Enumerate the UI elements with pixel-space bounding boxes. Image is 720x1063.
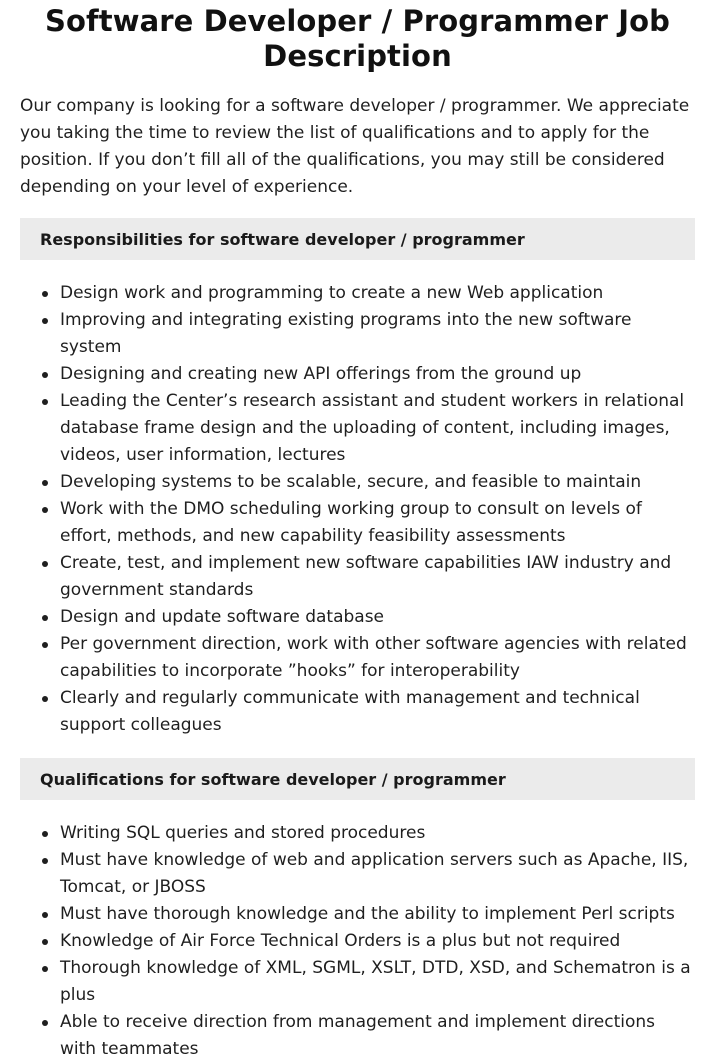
list-item-text: Work with the DMO scheduling working group to consult on levels of effort, methods, and new capability feasibility assessments [60, 499, 642, 546]
list-item [20, 496, 695, 550]
list-item-text: Must have thorough knowledge and the ability to implement Perl scripts [60, 904, 675, 924]
bullet-icon [42, 480, 48, 486]
list-item [20, 1009, 695, 1063]
list-item [20, 388, 695, 469]
list-item [20, 469, 695, 496]
list-item [20, 307, 695, 361]
list-item-text: Designing and creating new API offerings from the ground up [60, 364, 582, 384]
list-item-text: Developing systems to be scalable, secure, and feasible to maintain [60, 472, 642, 492]
bullet-icon [42, 831, 48, 837]
list-item-text: Clearly and regularly communicate with management and technical support colleagues [60, 688, 640, 735]
qualifications-heading: Qualifications for software developer / programmer [40, 769, 506, 789]
qualifications-section-header [20, 758, 695, 800]
list-item [20, 685, 695, 739]
list-item-text: Writing SQL queries and stored procedures [60, 823, 426, 843]
list-item [20, 604, 695, 631]
list-item [20, 901, 695, 928]
list-item-text: Per government direction, work with other software agencies with related capabilities to incorporate ”hooks” for interoperability [60, 634, 687, 681]
list-item [20, 847, 695, 901]
bullet-icon [42, 561, 48, 567]
list-item-text: Design and update software database [60, 607, 385, 627]
bullet-icon [42, 318, 48, 324]
list-item-text: Create, test, and implement new software capabilities IAW industry and government standards [60, 553, 672, 600]
qualifications-list [20, 820, 695, 1063]
list-item [20, 955, 695, 1009]
responsibilities-section-header [20, 218, 695, 260]
bullet-icon [42, 291, 48, 297]
responsibilities-heading: Responsibilities for software developer / programmer [40, 229, 525, 249]
list-item [20, 550, 695, 604]
list-item [20, 631, 695, 685]
bullet-icon [42, 858, 48, 864]
bullet-icon [42, 966, 48, 972]
page-title: Software Developer / Programmer Job Description [45, 4, 670, 73]
bullet-icon [42, 372, 48, 378]
intro-paragraph: Our company is looking for a software developer / programmer. We appreciate you taking the time to review the list of qualifications and to apply for the position. If you don’t fill all of the qualifications, you may still be considered depending on your level of experience. [20, 96, 690, 197]
list-item [20, 820, 695, 847]
list-item-text: Design work and programming to create a new Web application [60, 283, 604, 303]
list-item-text: Leading the Center’s research assistant and student workers in relational database frame design and the uploading of content, including images, videos, user information, lectures [60, 391, 685, 465]
bullet-icon [42, 696, 48, 702]
list-item-text: Able to receive direction from management and implement directions with teammates [60, 1012, 656, 1059]
list-item [20, 361, 695, 388]
bullet-icon [42, 912, 48, 918]
list-item-text: Knowledge of Air Force Technical Orders is a plus but not required [60, 931, 621, 951]
list-item [20, 280, 695, 307]
bullet-icon [42, 615, 48, 621]
bullet-icon [42, 642, 48, 648]
list-item-text: Thorough knowledge of XML, SGML, XSLT, DTD, XSD, and Schematron is a plus [60, 958, 691, 1005]
bullet-icon [42, 507, 48, 513]
bullet-icon [42, 939, 48, 945]
list-item-text: Improving and integrating existing programs into the new software system [60, 310, 632, 357]
bullet-icon [42, 399, 48, 405]
responsibilities-list [20, 280, 695, 739]
bullet-icon [42, 1020, 48, 1026]
list-item [20, 928, 695, 955]
list-item-text: Must have knowledge of web and application servers such as Apache, IIS, Tomcat, or JBOSS [60, 850, 689, 897]
